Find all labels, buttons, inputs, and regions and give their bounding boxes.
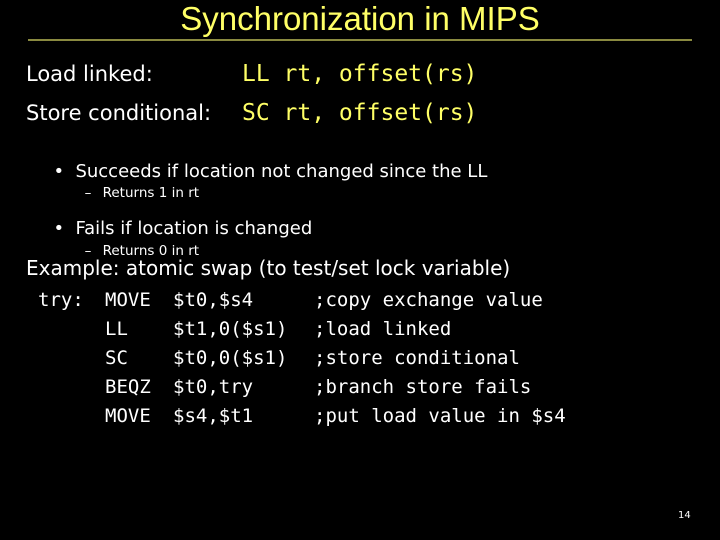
slide-title: Synchronization in MIPS [180, 0, 540, 37]
title-divider [28, 39, 692, 41]
sub-bullet-marker: – [84, 185, 92, 201]
code-comment: ;load linked [314, 318, 452, 340]
code-args: $t1,0($s1) [173, 318, 288, 340]
code-op: MOVE [105, 289, 151, 311]
load-linked-label: Load linked: [26, 62, 153, 86]
code-op: MOVE [105, 405, 151, 427]
code-label: try: [38, 289, 84, 311]
code-comment: ;copy exchange value [314, 289, 543, 311]
code-op: BEQZ [105, 376, 151, 398]
code-args: $t0,try [173, 376, 254, 398]
store-conditional-label: Store conditional: [26, 101, 212, 125]
store-conditional-syntax: SC rt, offset(rs) [242, 100, 478, 126]
sub-bullet-returns-0 [76, 227, 199, 259]
code-op: SC [105, 347, 128, 369]
code-comment: ;branch store fails [314, 376, 532, 398]
code-op: LL [105, 318, 128, 340]
code-args: $t0,$s4 [173, 289, 254, 311]
code-comment: ;store conditional [314, 347, 520, 369]
code-args: $t0,0($s1) [173, 347, 288, 369]
sub-bullet-marker: – [84, 243, 92, 259]
example-heading: Example: atomic swap (to test/set lock variable) [26, 256, 511, 280]
bullet-marker: • [53, 218, 65, 239]
code-args: $s4,$t1 [173, 405, 254, 427]
bullet-text: Fails if location is changed [75, 218, 313, 239]
code-comment: ;put load value in $s4 [314, 405, 566, 427]
sub-bullet-text: Returns 1 in rt [102, 185, 200, 201]
load-linked-syntax: LL rt, offset(rs) [242, 61, 478, 87]
bullet-marker: • [53, 161, 65, 182]
bullet-text: Succeeds if location not changed since the LL [75, 161, 488, 182]
sub-bullet-text: Returns 0 in rt [102, 243, 200, 259]
page-number: 14 [678, 510, 691, 521]
